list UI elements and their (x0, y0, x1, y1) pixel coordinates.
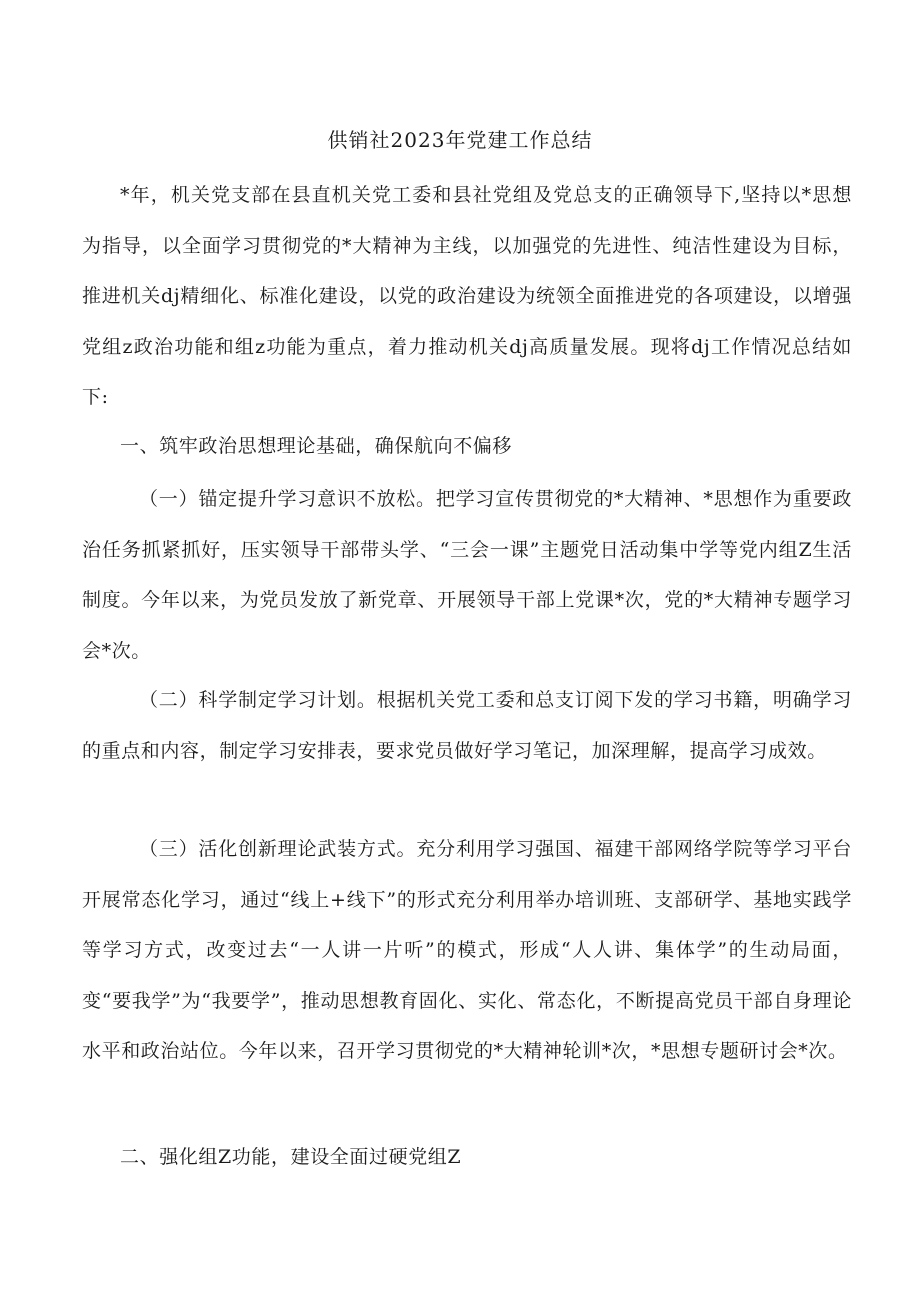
section-1-item-2: （二）科学制定学习计划。根据机关党工委和总支订阅下发的学习书籍，明确学习的重点和内容，制定学习安排表，要求党员做好学习笔记，加深理解，提高学习成效。 (82, 689, 852, 762)
document-title: 供销社2023年党建工作总结 (327, 128, 593, 152)
section-2-heading: 二、强化组Z功能，建设全面过硬党组Z (120, 1146, 462, 1168)
intro-paragraph: *年，机关党支部在县直机关党工委和县社党组及党总支的正确领导下,坚持以*思想为指导，以全面学习贯彻党的*大精神为主线，以加强党的先进性、纯洁性建设为目标，推进机关dj精细化、标准化建设，以党的政治建设为统领全面推进党的各项建设，以增强党组z政治功能和组z功能为重点，着力推动机关dj高质量发展。现将dj工作情况总结如下: (82, 184, 852, 408)
section-1-heading: 一、筑牢政治思想理论基础，确保航向不偏移 (120, 435, 513, 457)
section-1-item-1: （一）锚定提升学习意识不放松。把学习宣传贯彻党的*大精神、*思想作为重要政治任务抓紧抓好，压实领导干部带头学、“三会一课”主题党日活动集中学等党内组Z生活制度。今年以来，为党员发放了新党章、开展领导干部上党课*次，党的*大精神专题学习会*次。 (82, 488, 852, 662)
section-1-item-3: （三）活化创新理论武装方式。充分利用学习强国、福建干部网络学院等学习平台开展常态化学习，通过“线上+线下”的形式充分利用举办培训班、支部研学、基地实践学等学习方式，改变过去“一人讲一片听”的模式，形成“人人讲、集体学”的生动局面，变“要我学”为“我要学”，推动思想教育固化、实化、常态化，不断提高党员干部自身理论水平和政治站位。今年以来，召开学习贯彻党的*大精神轮训*次，*思想专题研讨会*次。 (82, 838, 852, 1062)
